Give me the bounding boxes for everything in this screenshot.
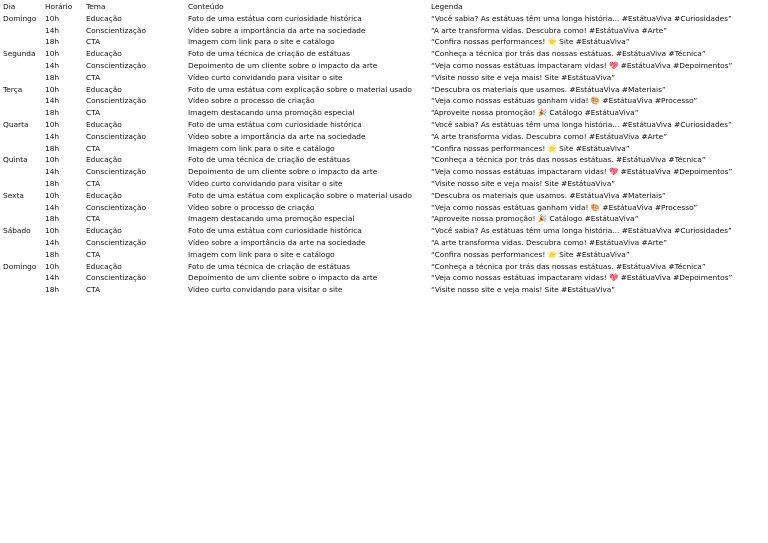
- cell-conteudo[interactable]: Vídeo curto convidando para visitar o site: [188, 285, 343, 295]
- cell-conteudo[interactable]: Foto de uma estátua com explicação sobre o material usado: [188, 190, 412, 200]
- cell-tema[interactable]: Conscientização: [86, 273, 147, 283]
- cell-tema[interactable]: Educação: [86, 84, 122, 94]
- table-row: [0, 95, 768, 107]
- table-row: [0, 272, 768, 284]
- cell-horario[interactable]: 14h: [45, 96, 60, 106]
- cell-tema[interactable]: Educação: [86, 226, 122, 236]
- cell-conteudo[interactable]: Foto de uma técnica de criação de estátuas: [188, 49, 350, 59]
- cell-horario[interactable]: 18h: [45, 214, 60, 224]
- cell-tema[interactable]: Conscientização: [86, 61, 147, 70]
- table-row: [0, 48, 768, 60]
- table-row: [0, 261, 768, 273]
- cell-horario[interactable]: 10h: [45, 120, 60, 129]
- cell-legenda[interactable]: “Conheça a técnica por trás das nossas estátuas. #EstátuaViva #Técnica”: [431, 49, 706, 59]
- cell-tema[interactable]: CTA: [86, 108, 101, 118]
- cell-legenda[interactable]: “Você sabia? As estátuas têm uma longa história... #EstátuaViva #Curiosidades”: [431, 226, 732, 236]
- table-row: [0, 119, 768, 131]
- cell-conteudo[interactable]: Vídeo curto convidando para visitar o site: [188, 72, 343, 82]
- cell-tema[interactable]: CTA: [86, 37, 101, 47]
- cell-dia[interactable]: Sexta: [3, 190, 24, 200]
- cell-horario[interactable]: 14h: [45, 202, 60, 212]
- cell-horario[interactable]: 14h: [45, 25, 60, 35]
- cell-conteudo[interactable]: Foto de uma estátua com curiosidade histórica: [188, 226, 362, 236]
- cell-legenda[interactable]: “Veja como nossas estátuas impactaram vidas! 💖 #EstátuaViva #Depoimentos”: [431, 273, 733, 283]
- cell-horario[interactable]: 14h: [45, 238, 60, 247]
- cell-tema[interactable]: CTA: [86, 72, 101, 82]
- cell-legenda[interactable]: “Você sabia? As estátuas têm uma longa história... #EstátuaViva #Curiosidades”: [431, 120, 732, 129]
- cell-conteudo[interactable]: Imagem com link para o site e catálogo: [188, 249, 335, 259]
- table-row: [0, 178, 768, 190]
- cell-conteudo[interactable]: Foto de uma estátua com curiosidade histórica: [188, 13, 362, 23]
- cell-horario[interactable]: 10h: [45, 261, 60, 271]
- cell-tema[interactable]: Conscientização: [86, 167, 147, 177]
- table-row: [0, 166, 768, 178]
- cell-horario[interactable]: 18h: [45, 72, 60, 82]
- cell-conteudo[interactable]: Imagem com link para o site e catálogo: [188, 143, 335, 153]
- cell-dia[interactable]: Domingo: [3, 261, 37, 271]
- cell-horario[interactable]: 10h: [45, 84, 60, 94]
- cell-horario[interactable]: 10h: [45, 226, 60, 236]
- cell-tema[interactable]: Educação: [86, 120, 122, 129]
- header-dia[interactable]: Dia: [3, 2, 16, 11]
- cell-tema[interactable]: Educação: [86, 261, 122, 271]
- cell-legenda[interactable]: “A arte transforma vidas. Descubra como! #EstátuaViva #Arte”: [431, 25, 668, 35]
- cell-horario[interactable]: 14h: [45, 61, 60, 70]
- cell-tema[interactable]: Educação: [86, 49, 122, 59]
- cell-dia[interactable]: Sábado: [3, 226, 31, 236]
- cell-legenda[interactable]: “Veja como nossas estátuas impactaram vidas! 💖 #EstátuaViva #Depoimentos”: [431, 61, 733, 70]
- table-row: [0, 131, 768, 143]
- cell-horario[interactable]: 10h: [45, 190, 60, 200]
- cell-dia[interactable]: Quinta: [3, 155, 28, 165]
- header-legenda[interactable]: Legenda: [431, 2, 463, 11]
- cell-horario[interactable]: 10h: [45, 49, 60, 59]
- cell-conteudo[interactable]: Imagem com link para o site e catálogo: [188, 37, 335, 47]
- cell-conteudo[interactable]: Vídeo sobre a importância da arte na sociedade: [188, 238, 366, 247]
- cell-tema[interactable]: CTA: [86, 179, 101, 188]
- cell-tema[interactable]: CTA: [86, 285, 101, 295]
- cell-dia[interactable]: Segunda: [3, 49, 36, 59]
- cell-tema[interactable]: CTA: [86, 143, 101, 153]
- cell-legenda[interactable]: “Aproveite nossa promoção! 🎉 Catálogo #EstátuaViva”: [431, 108, 639, 118]
- table-row: [0, 13, 768, 25]
- table-row: [0, 202, 768, 214]
- cell-legenda[interactable]: “Veja como nossas estátuas ganham vida! 🎨 #EstátuaViva #Processo”: [431, 96, 698, 106]
- cell-legenda[interactable]: “Veja como nossas estátuas impactaram vidas! 💖 #EstátuaViva #Depoimentos”: [431, 167, 733, 177]
- table-row: [0, 237, 768, 249]
- table-row: [0, 225, 768, 237]
- cell-conteudo[interactable]: Vídeo sobre a importância da arte na sociedade: [188, 131, 366, 141]
- cell-legenda[interactable]: “Descubra os materiais que usamos. #EstátuaViva #Materiais”: [431, 190, 666, 200]
- cell-legenda[interactable]: “Aproveite nossa promoção! 🎉 Catálogo #EstátuaViva”: [431, 214, 639, 224]
- cell-legenda[interactable]: “A arte transforma vidas. Descubra como! #EstátuaViva #Arte”: [431, 131, 668, 141]
- cell-horario[interactable]: 18h: [45, 37, 60, 47]
- table-row: [0, 249, 768, 261]
- table-row: [0, 143, 768, 155]
- cell-conteudo[interactable]: Depoimento de um cliente sobre o impacto da arte: [188, 273, 378, 283]
- table-row: [0, 213, 768, 225]
- header-horario[interactable]: Horário: [45, 2, 73, 11]
- cell-conteudo[interactable]: Vídeo sobre o processo de criação: [188, 202, 315, 212]
- cell-legenda[interactable]: “A arte transforma vidas. Descubra como! #EstátuaViva #Arte”: [431, 238, 668, 247]
- table-row: [0, 36, 768, 48]
- cell-conteudo[interactable]: Vídeo curto convidando para visitar o site: [188, 179, 343, 188]
- cell-horario[interactable]: 18h: [45, 285, 60, 295]
- cell-horario[interactable]: 10h: [45, 13, 60, 23]
- cell-conteudo[interactable]: Depoimento de um cliente sobre o impacto da arte: [188, 167, 378, 177]
- table-row: [0, 72, 768, 84]
- cell-legenda[interactable]: “Você sabia? As estátuas têm uma longa história... #EstátuaViva #Curiosidades”: [431, 13, 732, 23]
- cell-tema[interactable]: Educação: [86, 13, 122, 23]
- cell-tema[interactable]: Conscientização: [86, 202, 147, 212]
- table-row: [0, 284, 768, 296]
- table-header: [0, 1, 768, 13]
- cell-legenda[interactable]: “Descubra os materiais que usamos. #EstátuaViva #Materiais”: [431, 84, 666, 94]
- cell-tema[interactable]: CTA: [86, 214, 101, 224]
- table-row: [0, 60, 768, 72]
- cell-horario[interactable]: 14h: [45, 167, 60, 177]
- cell-conteudo[interactable]: Foto de uma estátua com curiosidade histórica: [188, 120, 362, 129]
- table-row: [0, 154, 768, 166]
- cell-horario[interactable]: 18h: [45, 179, 60, 188]
- cell-tema[interactable]: Educação: [86, 155, 122, 165]
- table-row: [0, 107, 768, 119]
- table-row: [0, 84, 768, 96]
- cell-conteudo[interactable]: Imagem destacando uma promoção especial: [188, 108, 355, 118]
- cell-tema[interactable]: Educação: [86, 190, 122, 200]
- cell-dia[interactable]: Quarta: [3, 120, 29, 129]
- cell-conteudo[interactable]: Depoimento de um cliente sobre o impacto da arte: [188, 61, 378, 70]
- cell-conteudo[interactable]: Imagem destacando uma promoção especial: [188, 214, 355, 224]
- cell-legenda[interactable]: “Confira nossas performances! 🌟 Site #EstátuaViva”: [431, 143, 630, 153]
- table-row: [0, 190, 768, 202]
- cell-conteudo[interactable]: Foto de uma estátua com explicação sobre o material usado: [188, 84, 412, 94]
- cell-legenda[interactable]: “Confira nossas performances! 🌟 Site #EstátuaViva”: [431, 37, 630, 47]
- cell-tema[interactable]: Conscientização: [86, 25, 147, 35]
- cell-legenda[interactable]: “Conheça a técnica por trás das nossas estátuas. #EstátuaViva #Técnica”: [431, 155, 706, 165]
- header-conteudo[interactable]: Conteúdo: [188, 2, 224, 11]
- cell-legenda[interactable]: “Conheça a técnica por trás das nossas estátuas. #EstátuaViva #Técnica”: [431, 261, 706, 271]
- cell-horario[interactable]: 18h: [45, 108, 60, 118]
- cell-tema[interactable]: CTA: [86, 249, 101, 259]
- cell-legenda[interactable]: “Confira nossas performances! 🌟 Site #EstátuaViva”: [431, 249, 630, 259]
- cell-dia[interactable]: Domingo: [3, 13, 37, 23]
- cell-horario[interactable]: 18h: [45, 143, 60, 153]
- cell-horario[interactable]: 10h: [45, 155, 60, 165]
- cell-horario[interactable]: 18h: [45, 249, 60, 259]
- cell-conteudo[interactable]: Foto de uma técnica de criação de estátuas: [188, 261, 350, 271]
- cell-conteudo[interactable]: Foto de uma técnica de criação de estátuas: [188, 155, 350, 165]
- cell-horario[interactable]: 14h: [45, 273, 60, 283]
- cell-dia[interactable]: Terça: [3, 84, 23, 94]
- cell-tema[interactable]: Conscientização: [86, 96, 147, 106]
- cell-tema[interactable]: Conscientização: [86, 238, 147, 247]
- table-row: [0, 25, 768, 37]
- cell-conteudo[interactable]: Vídeo sobre a importância da arte na sociedade: [188, 25, 366, 35]
- cell-horario[interactable]: 14h: [45, 131, 60, 141]
- cell-legenda[interactable]: “Veja como nossas estátuas ganham vida! 🎨 #EstátuaViva #Processo”: [431, 202, 698, 212]
- header-tema[interactable]: Tema: [86, 2, 106, 11]
- cell-tema[interactable]: Conscientização: [86, 131, 147, 141]
- cell-conteudo[interactable]: Vídeo sobre o processo de criação: [188, 96, 315, 106]
- cell-legenda[interactable]: “Visite nosso site e veja mais! Site #EstátuaViva”: [431, 72, 616, 82]
- cell-legenda[interactable]: “Visite nosso site e veja mais! Site #EstátuaViva”: [431, 285, 616, 295]
- cell-legenda[interactable]: “Visite nosso site e veja mais! Site #EstátuaViva”: [431, 179, 616, 188]
